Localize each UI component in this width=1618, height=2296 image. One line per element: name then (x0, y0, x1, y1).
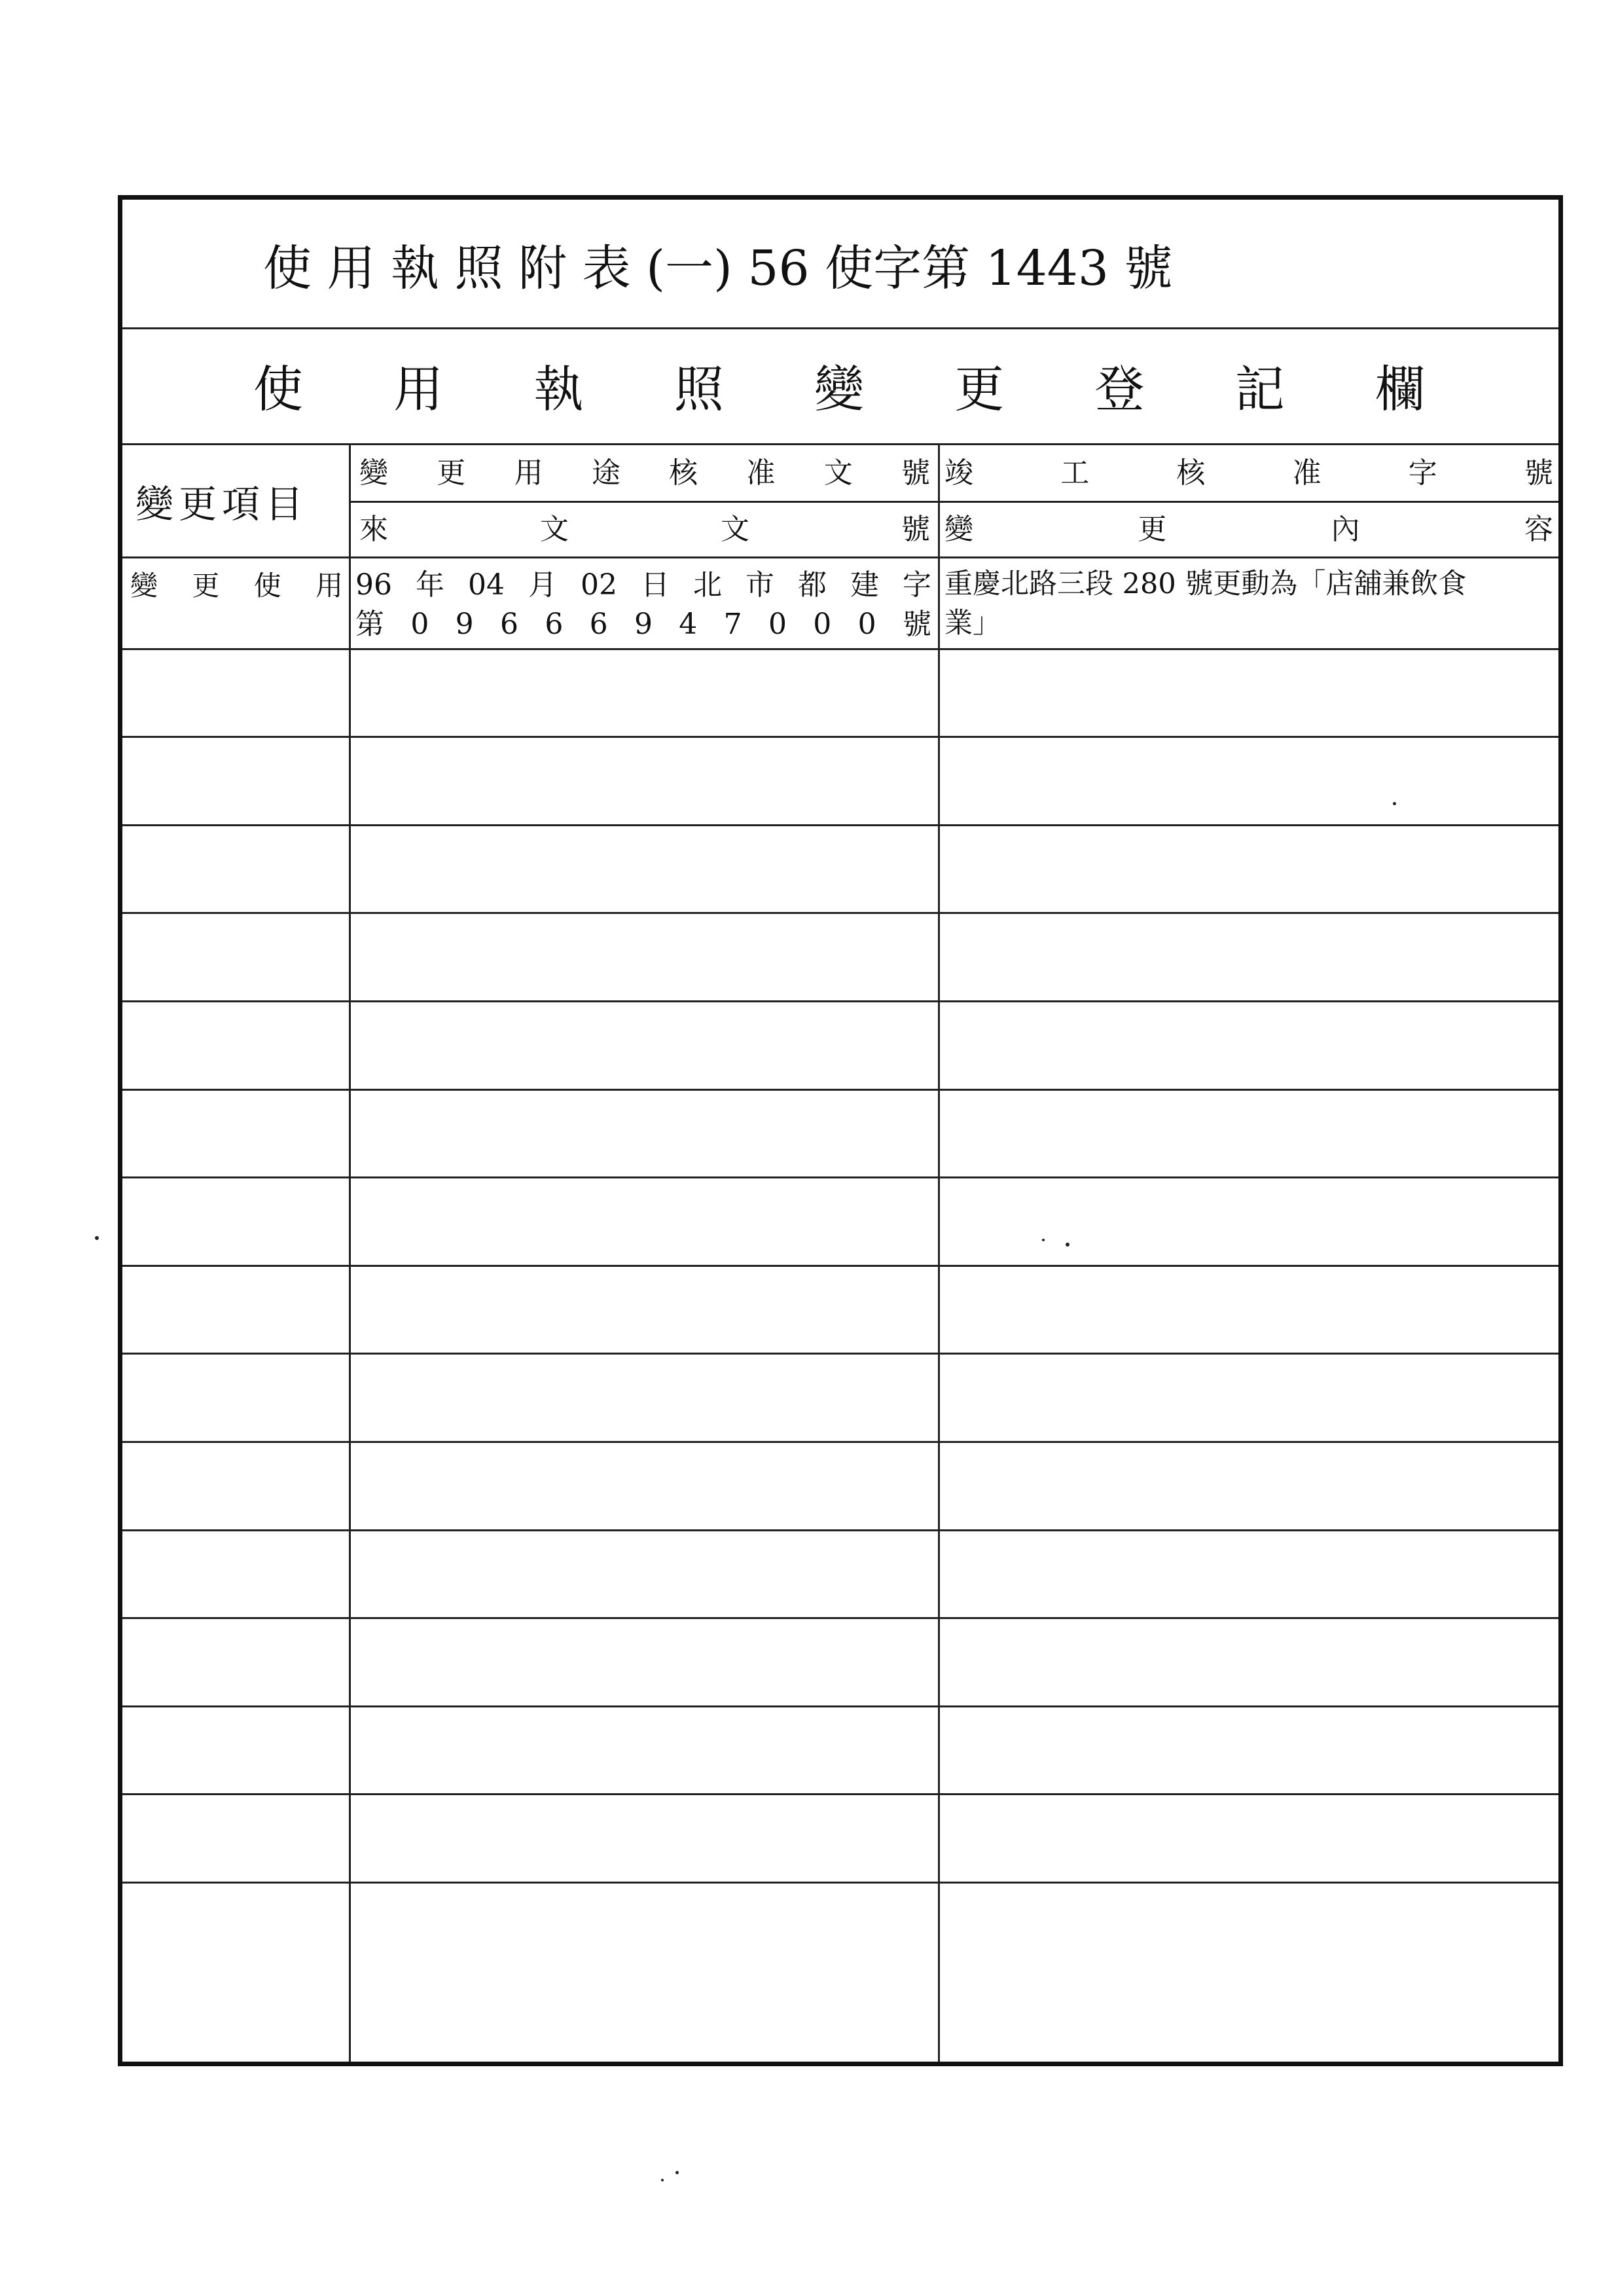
row-divider (122, 736, 1558, 738)
entry-content-line-1: 重慶北路三段 280 號更動為「店舖兼飲食 (944, 568, 1467, 600)
section-title-char: 記 (1234, 360, 1285, 418)
row-divider (122, 1529, 1558, 1531)
entry-doc-char: 月 (528, 568, 557, 602)
entry-item-char: 變 (130, 569, 158, 602)
row-divider (122, 1882, 1558, 1884)
header-change-item: 變更項目 (135, 482, 309, 526)
entry-doc-char: 96 (355, 568, 392, 602)
header-char: 工 (1060, 456, 1090, 490)
entry-doc-char: 9 (634, 608, 653, 641)
header-char: 途 (591, 456, 620, 490)
header-char: 文 (823, 456, 853, 490)
row-divider (122, 1000, 1558, 1002)
scan-speck (1042, 1239, 1045, 1241)
header-incoming-doc-no (359, 510, 930, 549)
entry-doc-char: 0 (857, 608, 876, 641)
entry-doc-char: 第 (355, 608, 384, 641)
entry-doc-char: 北 (693, 568, 722, 602)
entry-doc-char: 0 (768, 608, 787, 641)
header-approval-doc-no (359, 454, 930, 493)
header-char: 核 (1176, 456, 1206, 490)
entry-doc-line-1 (355, 566, 931, 604)
header-completion-no (944, 454, 1553, 493)
row-divider (122, 912, 1558, 914)
row-divider (122, 1353, 1558, 1355)
row-divider (122, 1705, 1558, 1707)
row-divider (122, 1441, 1558, 1443)
entry-doc-char: 4 (679, 608, 698, 641)
section-title (253, 357, 1425, 422)
scan-speck (661, 2179, 664, 2181)
header-char: 內 (1331, 513, 1360, 546)
entry-doc-char: 號 (902, 608, 931, 641)
entry-doc-char: 7 (723, 608, 742, 641)
entry-doc-line-2 (355, 606, 931, 644)
header-char: 准 (746, 456, 776, 490)
entry-content-line-2: 業」 (944, 607, 1001, 640)
entry-item-char: 更 (192, 569, 220, 602)
header-char: 號 (901, 513, 930, 546)
header-char: 核 (669, 456, 698, 490)
entry-doc-char: 都 (798, 568, 827, 602)
section-title-char: 用 (393, 360, 444, 418)
row-divider (122, 824, 1558, 826)
entry-doc-char: 04 (468, 568, 505, 602)
section-title-char: 使 (253, 360, 303, 418)
entry-doc-char: 6 (545, 608, 564, 641)
entry-doc-char: 建 (850, 568, 879, 602)
header-char: 字 (1408, 456, 1437, 490)
header-char: 號 (1524, 456, 1553, 490)
section-title-char: 更 (954, 360, 1005, 418)
header-char: 准 (1292, 456, 1321, 490)
row-divider (122, 648, 1558, 650)
entry-doc-char: 6 (499, 608, 518, 641)
header-char: 變 (359, 456, 388, 490)
entry-item-char: 用 (315, 569, 343, 602)
header-char: 用 (514, 456, 543, 490)
entry-doc-char: 9 (455, 608, 474, 641)
entry-doc-char: 0 (410, 608, 429, 641)
scan-speck (1393, 802, 1396, 805)
form-title: 使 用 執 照 附 表 (一) 56 使字第 1443 號 (263, 240, 1173, 297)
header-char: 變 (944, 513, 973, 546)
scan-speck (95, 1236, 99, 1240)
section-title-char: 照 (674, 360, 724, 418)
header-char: 竣 (944, 456, 973, 490)
header-char: 更 (1138, 513, 1167, 546)
entry-doc-char: 日 (641, 568, 670, 602)
header-char: 更 (437, 456, 466, 490)
section-title-char: 登 (1094, 360, 1145, 418)
row-divider (122, 1793, 1558, 1795)
scan-speck (675, 2171, 679, 2174)
row-divider (122, 1176, 1558, 1178)
header-char: 容 (1524, 513, 1553, 546)
entry-doc-char: 市 (746, 568, 774, 602)
entry-doc-char: 02 (581, 568, 617, 602)
section-title-char: 變 (814, 360, 864, 418)
header-char: 號 (901, 456, 930, 490)
row-divider (122, 1089, 1558, 1091)
section-title-char: 欄 (1375, 360, 1425, 418)
row-divider (122, 1617, 1558, 1619)
entry-doc-char: 6 (589, 608, 608, 641)
entry-doc-char: 0 (813, 608, 832, 641)
section-title-char: 執 (533, 360, 584, 418)
entry-change-item (130, 568, 343, 604)
header-char: 來 (359, 513, 388, 546)
header-char: 文 (540, 513, 569, 546)
scan-speck (1066, 1243, 1070, 1247)
row-divider (122, 1265, 1558, 1267)
entry-doc-char: 字 (903, 568, 931, 602)
header-char: 文 (721, 513, 749, 546)
entry-item-char: 使 (253, 569, 281, 602)
header-change-content (944, 510, 1553, 549)
entry-doc-char: 年 (416, 568, 444, 602)
registration-form (118, 195, 1563, 2066)
